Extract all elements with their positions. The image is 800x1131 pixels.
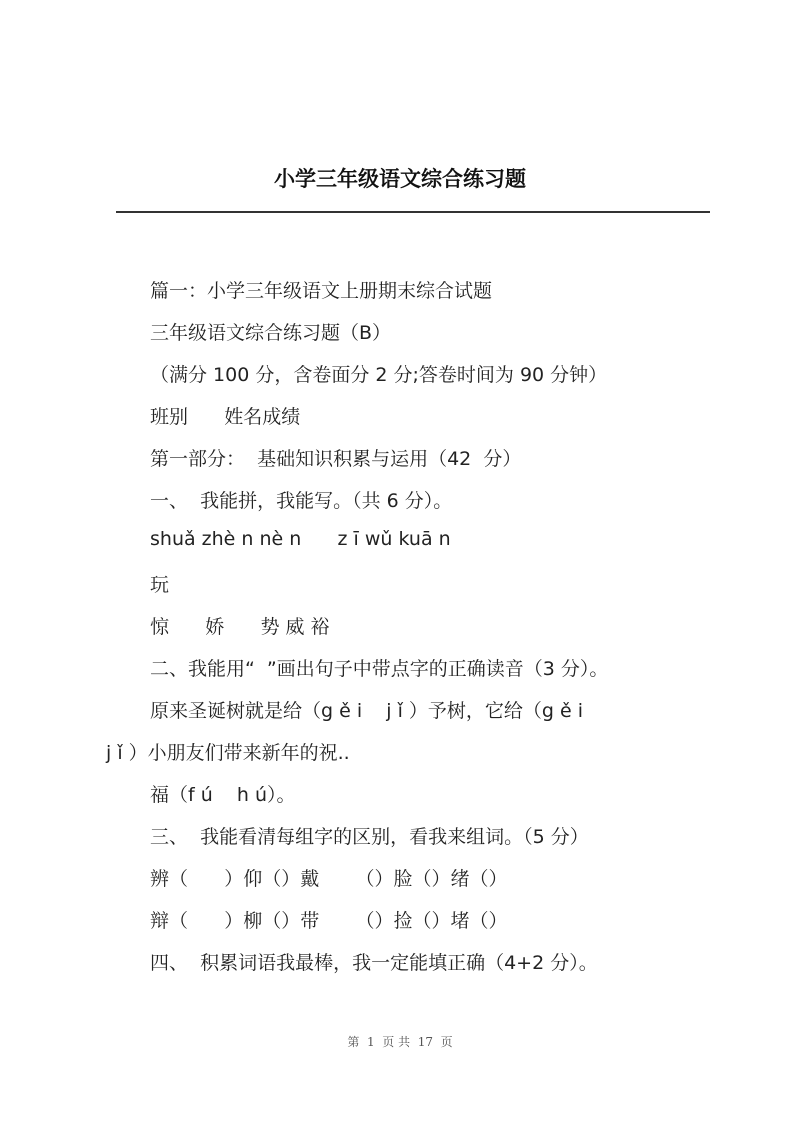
text-line: 辨（ ）仰（）戴 （）脸（）绪（） xyxy=(150,868,508,890)
text-line: 篇一：小学三年级语文上册期末综合试题 xyxy=(150,280,493,302)
text-line: （满分 100 分，含卷面分 2 分;答卷时间为 90 分钟） xyxy=(150,364,608,386)
text-line: 惊 娇 势 威 裕 xyxy=(150,616,330,638)
text-line: 班别 姓名成绩 xyxy=(150,406,301,428)
text-line: 三年级语文综合练习题（B） xyxy=(150,322,392,344)
text-line: 二、我能用“ ”画出句子中带点字的正确读音（3 分）。 xyxy=(150,658,609,680)
text-line: shuǎ zhè n nè n z ī wǔ kuā n xyxy=(150,528,451,550)
text-line: 原来圣诞树就是给（g ě i j ǐ ）予树，它给（g ě i xyxy=(150,700,584,722)
text-line: 三、 我能看清每组字的区别，看我来组词。（5 分） xyxy=(150,826,589,848)
text-line: 玩 xyxy=(150,574,170,596)
document-title: 小学三年级语文综合练习题 xyxy=(274,166,526,191)
title-rule xyxy=(116,211,710,213)
text-line: 第一部分： 基础知识积累与运用（42 分） xyxy=(150,448,522,470)
text-line: 一、 我能拼，我能写。（共 6 分）。 xyxy=(150,490,453,512)
text-line: j ǐ ）小朋友们带来新年的祝.. xyxy=(106,742,350,764)
text-line: 福（f ú h ú）。 xyxy=(150,784,296,806)
text-line: 四、 积累词语我最棒，我一定能填正确（4+2 分）。 xyxy=(150,952,598,974)
page-footer: 第 1 页 共 17 页 xyxy=(347,1035,453,1049)
text-line: 辩（ ）柳（）带 （）捡（）堵（） xyxy=(150,910,508,932)
